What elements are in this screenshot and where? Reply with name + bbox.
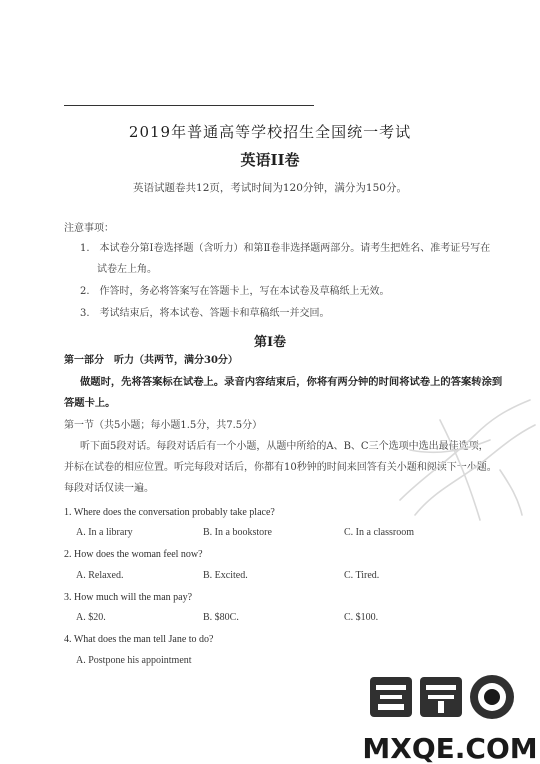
section1-heading: 第一节（共5小题；每小题1.5分，共7.5分）: [64, 420, 263, 431]
exam-title: 2019年普通高等学校招生全国统一考试: [128, 123, 412, 141]
question-3-option-b: B. $80C.: [203, 612, 239, 623]
question-1: 1. Where does the conversation probably take place?: [64, 507, 275, 518]
part1-instruction: 做题时，先将答案标在试卷上。录音内容结束后，你将有两分钟的时间将试卷上的答案转涂到: [80, 376, 503, 388]
header-rule: [64, 105, 314, 106]
question-4-option-a: A. Postpone his appointment: [76, 655, 192, 666]
exam-subtitle: 英语II卷: [240, 151, 300, 169]
question-2-option-a: A. Relaxed.: [76, 570, 124, 581]
question-2-option-c: C. Tired.: [344, 570, 380, 581]
notes-heading: 注意事项：: [64, 223, 114, 234]
note-item-3: 3. 考试结束后，将本试卷、答题卡和草稿纸一并交回。: [80, 308, 330, 319]
part1-heading: 第一部分 听力（共两节，满分30分）: [64, 355, 238, 366]
question-1-option-c: C. In a classroom: [344, 527, 414, 538]
question-3-option-a: A. $20.: [76, 612, 106, 623]
question-2-option-b: B. Excited.: [203, 570, 248, 581]
exam-info: 英语试题卷共12页，考试时间为120分钟，满分为150分。: [133, 182, 407, 194]
section1-text-2: 并标在试卷的相应位置。听完每段对话后，你都有10秒钟的时间来回答有关小题和阅读下一小题。: [64, 462, 497, 473]
volume-one-title: 第Ⅰ卷: [253, 335, 287, 350]
watermark-site-text: MXQE.COM: [362, 732, 538, 764]
section1-text-1: 听下面5段对话。每段对话后有一个小题，从题中所给的A、B、C三个选项中选出最佳选项，: [80, 441, 489, 452]
signature-watermark: [380, 380, 540, 530]
question-1-option-b: B. In a bookstore: [203, 527, 272, 538]
note-item-1-cont: 试卷左上角。: [97, 264, 157, 275]
question-3-option-c: C. $100.: [344, 612, 379, 623]
answer-circle-logo-watermark: [360, 665, 540, 764]
question-2: 2. How does the woman feel now?: [64, 549, 203, 560]
section1-text-3: 每段对话仅读一遍。: [64, 483, 154, 494]
question-3: 3. How much will the man pay?: [64, 592, 193, 603]
question-4: 4. What does the man tell Jane to do?: [64, 634, 214, 645]
part1-instruction-cont: 答题卡上。: [64, 397, 116, 409]
question-1-option-a: A. In a library: [76, 527, 133, 538]
note-item-1: 1. 本试卷分第Ⅰ卷选择题（含听力）和第Ⅱ卷非选择题两部分。请考生把姓名、准考证号写在: [80, 243, 491, 254]
note-item-2: 2. 作答时，务必将答案写在答题卡上，写在本试卷及草稿纸上无效。: [80, 286, 390, 297]
